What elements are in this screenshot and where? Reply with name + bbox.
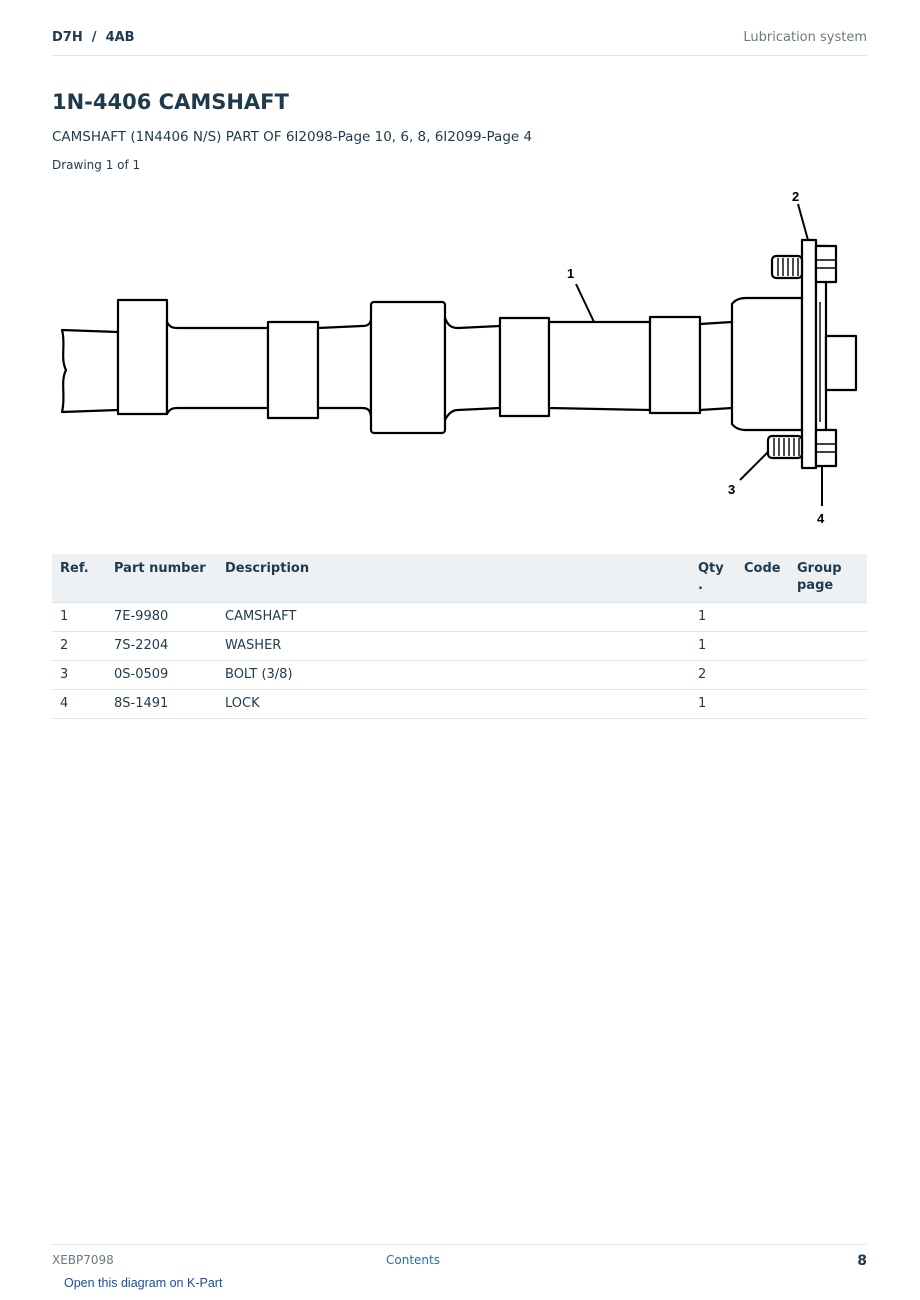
callout-4: 4	[817, 511, 825, 526]
row-part-number: 7S-2204	[106, 632, 217, 661]
callout-2: 2	[792, 189, 800, 204]
callout-2-leader	[798, 204, 808, 240]
callout-1: 1	[567, 266, 575, 281]
row-description: CAMSHAFT	[217, 603, 690, 632]
row-qty: 2	[690, 661, 736, 690]
table-row	[52, 690, 867, 719]
row-qty: 1	[690, 603, 736, 632]
col-description: Description	[217, 554, 690, 603]
page-footer	[52, 1244, 867, 1269]
row-ref: 4	[52, 690, 106, 719]
row-code	[736, 661, 789, 690]
row-ref: 2	[52, 632, 106, 661]
col-ref: Ref.	[52, 554, 106, 603]
table-row	[52, 603, 867, 632]
callout-3: 3	[728, 482, 736, 497]
col-code: Code	[736, 554, 789, 603]
row-part-number: 8S-1491	[106, 690, 217, 719]
callout-1-leader	[576, 284, 594, 322]
breadcrumb: D7H / 4AB	[52, 30, 135, 45]
row-code	[736, 690, 789, 719]
col-qty: Qty .	[690, 554, 736, 603]
row-ref: 1	[52, 603, 106, 632]
row-group-page	[789, 661, 867, 690]
page-title: 1N-4406 CAMSHAFT	[52, 90, 289, 114]
drawing-count: Drawing 1 of 1	[52, 158, 141, 172]
page-header	[52, 28, 867, 56]
section-name: Lubrication system	[743, 30, 867, 45]
row-ref: 3	[52, 661, 106, 690]
page-number: 8	[857, 1253, 867, 1269]
callout-3-leader	[740, 452, 768, 480]
row-description: LOCK	[217, 690, 690, 719]
col-group-page: Group page	[789, 554, 867, 603]
table-row	[52, 661, 867, 690]
row-qty: 1	[690, 632, 736, 661]
page-subtitle: CAMSHAFT (1N4406 N/S) PART OF 6I2098-Page 10, 6, 8, 6I2099-Page 4	[52, 129, 533, 145]
kpart-link[interactable]: Open this diagram on K-Part	[64, 1276, 223, 1290]
row-description: BOLT (3/8)	[217, 661, 690, 690]
col-part-number: Part number	[106, 554, 217, 603]
document-id: XEBP7098	[52, 1253, 114, 1267]
camshaft-diagram	[52, 182, 867, 527]
row-code	[736, 603, 789, 632]
row-part-number: 7E-9980	[106, 603, 217, 632]
parts-table	[52, 554, 867, 719]
row-group-page	[789, 603, 867, 632]
row-part-number: 0S-0509	[106, 661, 217, 690]
row-qty: 1	[690, 690, 736, 719]
row-group-page	[789, 690, 867, 719]
contents-link[interactable]: Contents	[386, 1253, 440, 1267]
table-row	[52, 632, 867, 661]
row-code	[736, 632, 789, 661]
row-description: WASHER	[217, 632, 690, 661]
row-group-page	[789, 632, 867, 661]
parts-table-header	[52, 554, 867, 603]
